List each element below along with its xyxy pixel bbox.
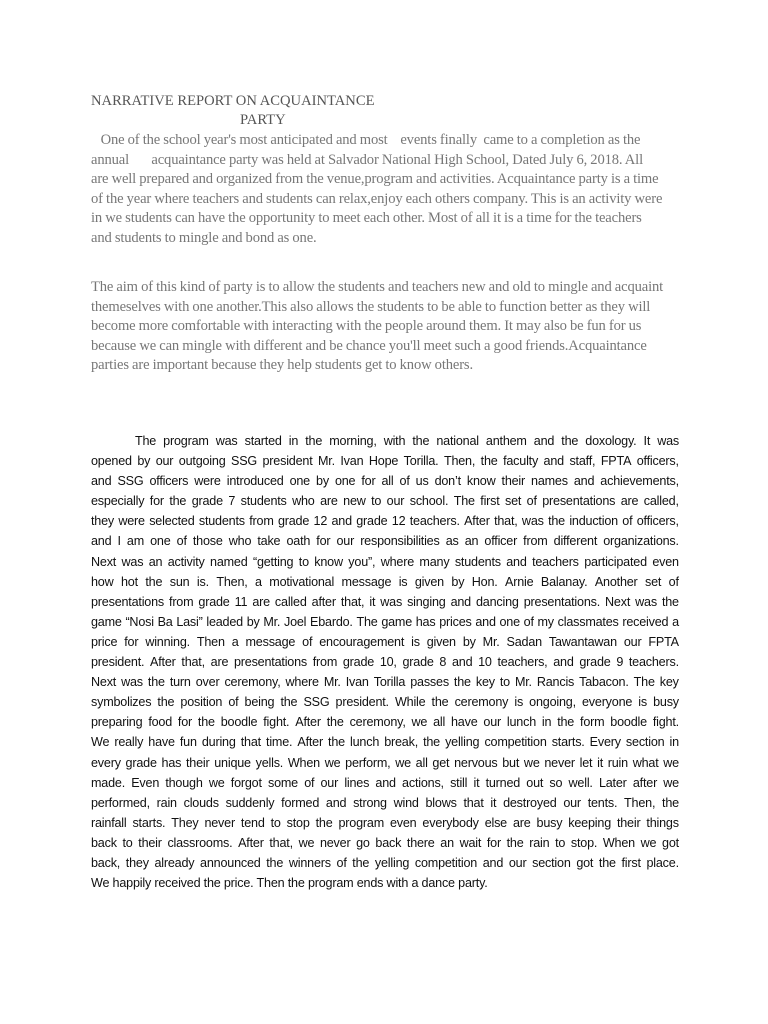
body-line: symbolizes the position of being the SSG president. While the ceremony is ongoing, everyone is busy (91, 695, 679, 710)
intro-line: are well prepared and organized from the venue,program and activities. Acquaintance party is a time (91, 171, 659, 188)
body-line: Next was an activity named “getting to know you”, where many students and teachers participated even (91, 554, 679, 569)
body-line: every grade has their unique yells. When we perform, we all get nervous but we never let it ruin what we (91, 755, 679, 770)
body-line: and I am one of those who take oath for our responsibilities as an officer from different organizations. (91, 534, 679, 549)
aim-line: because we can mingle with different and be chance you'll meet such a good friends.Acquaintance (91, 337, 647, 354)
body-line: Next was the turn over ceremony, where Mr. Ivan Torilla passes the key to Mr. Rancis Tabacon. The key (91, 675, 679, 690)
body-line: and SSG officers were introduced one by one for all of us don’t know their names and achievements, (91, 474, 679, 489)
program-narrative-paragraph (91, 431, 679, 893)
intro-line: One of the school year's most anticipated and most events finally came to a completion as the (91, 132, 641, 148)
intro-line: and students to mingle and bond as one. (91, 229, 317, 246)
body-line: rainfall starts. They never tend to stop the program even everybody else are busy keeping their things (91, 815, 679, 830)
aim-paragraph (91, 278, 691, 376)
body-line: We happily received the price. Then the program ends with a dance party. (91, 876, 488, 891)
report-title-continued: PARTY (240, 112, 286, 128)
aim-line: become more comfortable with interacting with the people around them. It may also be fun for us (91, 318, 642, 335)
body-line: game “Nosi Ba Lasi” leaded by Mr. Joel Ebardo. The game has prices and one of my classmates received a (91, 614, 679, 629)
body-line: We really have fun during that time. After the lunch break, the yelling competition starts. Every section in (91, 735, 679, 750)
body-line: preparing food for the boodle fight. After the ceremony, we all have our lunch in the form boodle fight. (91, 715, 679, 730)
aim-line: parties are important because they help students get to know others. (91, 357, 473, 374)
body-line: opened by our outgoing SSG president Mr. Ivan Hope Torilla. Then, the faculty and staff, FPTA officers, (91, 454, 679, 469)
body-line: president. After that, are presentations from grade 10, grade 8 and 10 teachers, and grade 9 teachers. (91, 655, 679, 670)
intro-line: of the year where teachers and students can relax,enjoy each others company. This is an activity were (91, 190, 663, 207)
body-line: they were selected students from grade 12 and grade 12 teachers. After that, was the induction of officers, (91, 514, 679, 529)
intro-paragraph (91, 131, 691, 249)
body-line: The program was started in the morning, with the national anthem and the doxology. It was (135, 434, 679, 448)
body-line: especially for the grade 7 students who are new to our school. The first set of presentations are called, (91, 494, 679, 509)
body-line: performed, rain clouds suddenly formed and strong wind blows that it destroyed our tents. Then, the (91, 795, 679, 810)
aim-line: The aim of this kind of party is to allow the students and teachers new and old to mingle and acquaint (91, 279, 664, 295)
body-line: how hot the sun is. Then, a motivational message is given by Hon. Arnie Balanay. Another set of (91, 574, 679, 589)
report-title: NARRATIVE REPORT ON ACQUAINTANCE (91, 93, 375, 109)
intro-line: annual acquaintance party was held at Salvador National High School, Dated July 6, 2018. All (91, 151, 643, 168)
body-line: back to their classrooms. After that, we never go back there an wait for the rain to stop. When we got (91, 835, 679, 850)
body-line: back, they already announced the winners of the yelling competition and our section got the first place. (91, 855, 679, 870)
body-line: made. Even though we forgot some of our lines and actions, still it turned out so well. Later after we (91, 775, 679, 790)
intro-line: in we students can have the opportunity to meet each other. Most of all it is a time for the teachers (91, 210, 642, 227)
body-line: presentations from grade 11 are called after that, it was singing and dancing presentations. Next was the (91, 594, 679, 609)
body-line: price for winning. Then a message of encouragement is given by Mr. Sadan Tawantawan our FPTA (91, 634, 679, 649)
aim-line: themeselves with one another.This also allows the students to be able to function better as they will (91, 298, 651, 315)
